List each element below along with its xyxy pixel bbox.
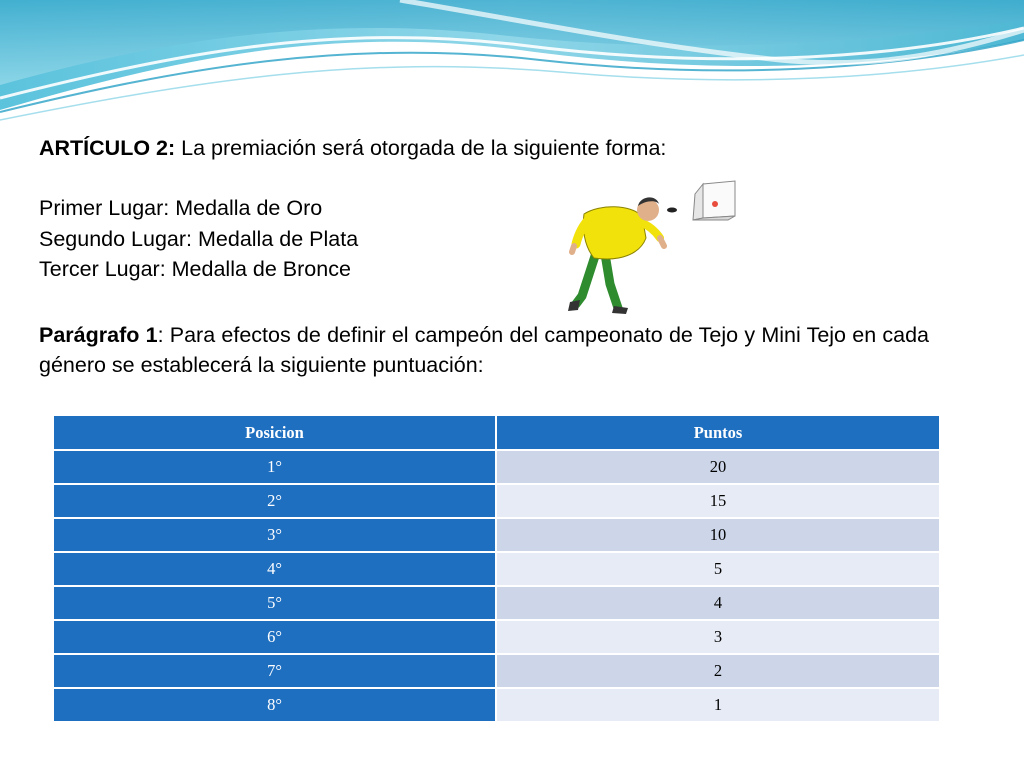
cell-puntos: 2 [496, 654, 940, 688]
scores-table [52, 414, 941, 723]
award-third: Tercer Lugar: Medalla de Bronce [39, 257, 351, 281]
wave-header-decoration [0, 0, 1024, 130]
paragraph-label: Parágrafo 1 [39, 323, 158, 347]
cell-posicion: 6° [53, 620, 496, 654]
table-row [53, 518, 940, 552]
tejo-player-illustration [560, 176, 740, 326]
award-first: Primer Lugar: Medalla de Oro [39, 196, 323, 220]
table-row [53, 620, 940, 654]
article-text: La premiación será otorgada de la siguiente forma: [175, 136, 667, 160]
cell-puntos: 5 [496, 552, 940, 586]
table-row [53, 654, 940, 688]
cell-posicion: 5° [53, 586, 496, 620]
cell-puntos: 4 [496, 586, 940, 620]
award-second: Segundo Lugar: Medalla de Plata [39, 226, 359, 251]
paragraph-1 [39, 320, 929, 380]
table-header-row [53, 415, 940, 450]
cell-puntos: 15 [496, 484, 940, 518]
column-header-posicion: Posicion [53, 415, 496, 450]
table-row [53, 450, 940, 484]
cell-puntos: 10 [496, 518, 940, 552]
table-row [53, 552, 940, 586]
cell-posicion: 4° [53, 552, 496, 586]
cell-posicion: 8° [53, 688, 496, 722]
cell-puntos: 20 [496, 450, 940, 484]
article-heading [39, 134, 939, 162]
table-row [53, 688, 940, 722]
article-label: ARTÍCULO 2: [39, 136, 176, 160]
table-row [53, 484, 940, 518]
paragraph-text: : Para efectos de definir el campeón del campeonato de Tejo y Mini Tejo en cada género se establecerá la siguiente puntuación: [39, 323, 929, 377]
cell-posicion: 3° [53, 518, 496, 552]
cell-puntos: 1 [496, 688, 940, 722]
table-row [53, 586, 940, 620]
cell-posicion: 1° [53, 450, 496, 484]
awards-list [39, 193, 559, 285]
cell-posicion: 7° [53, 654, 496, 688]
cell-puntos: 3 [496, 620, 940, 654]
column-header-puntos: Puntos [496, 415, 940, 450]
cell-posicion: 2° [53, 484, 496, 518]
